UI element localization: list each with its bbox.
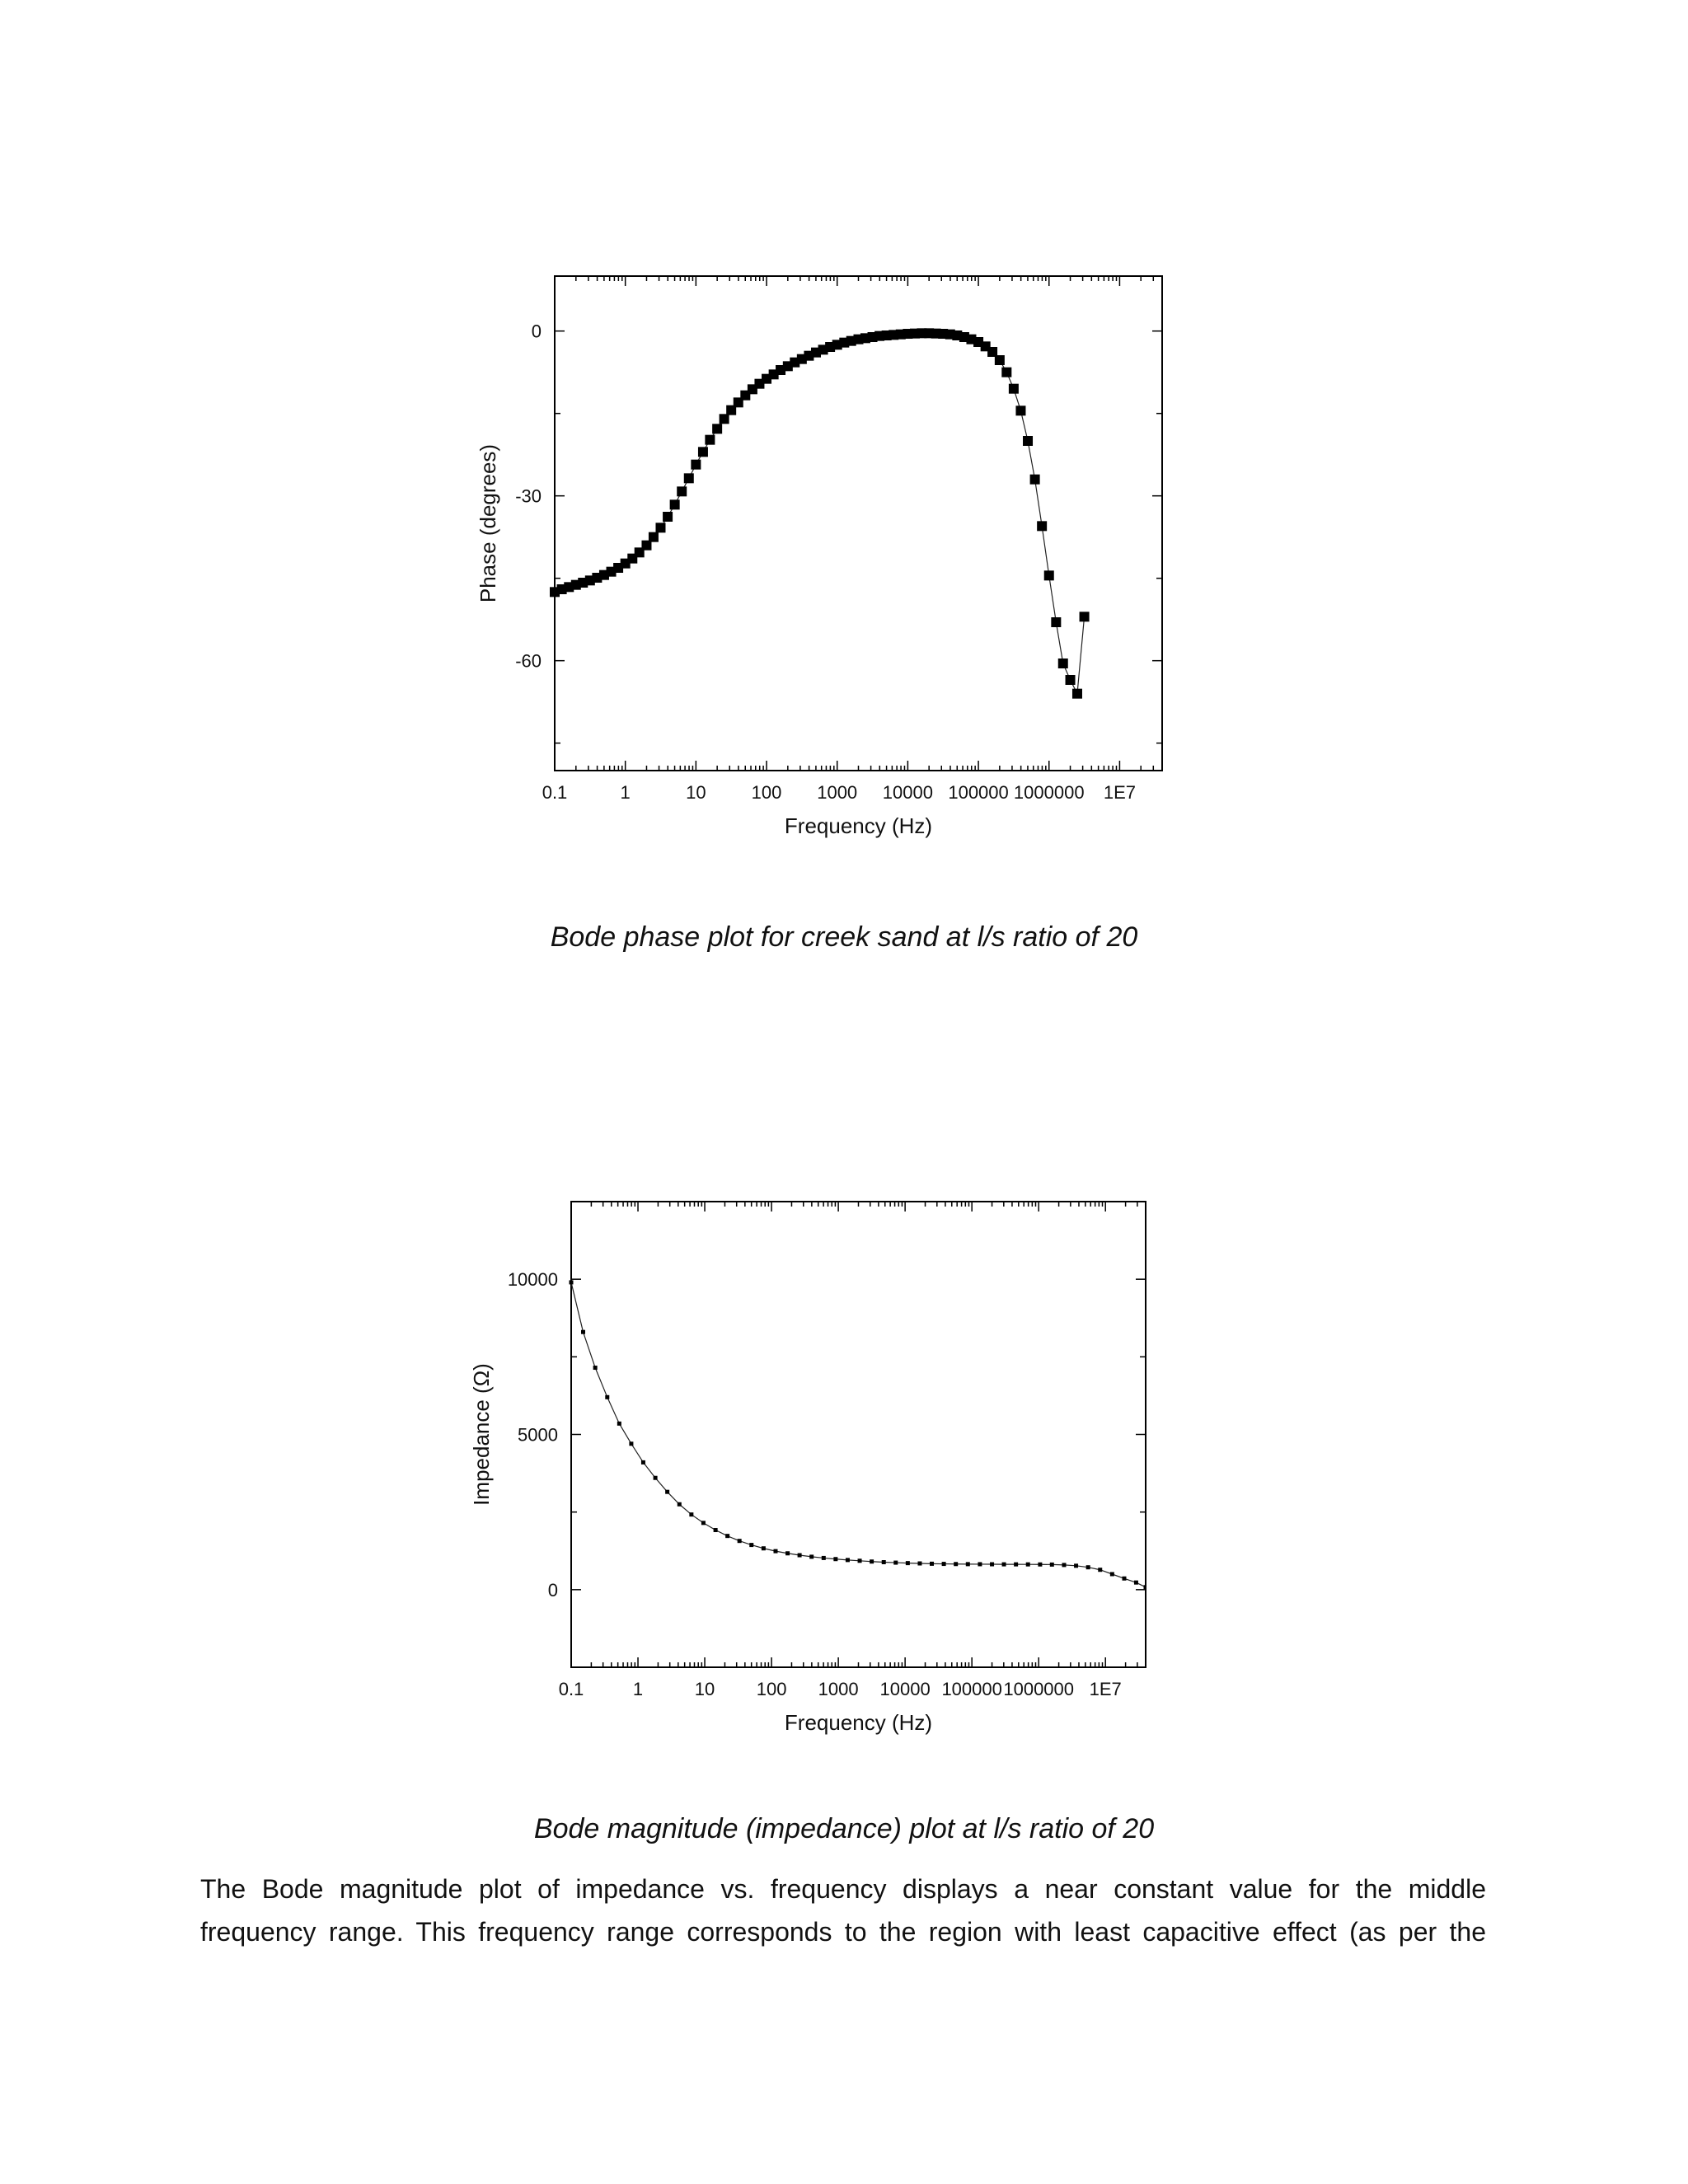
phase-data-point (1030, 475, 1040, 485)
phase-data-point (1128, 247, 1138, 257)
impedance-data-point (762, 1546, 766, 1550)
impedance-data-point (954, 1562, 958, 1566)
phase-data-point (1058, 658, 1068, 668)
impedance-xtick-label: 0.1 (558, 1679, 584, 1699)
impedance-xtick-label: 1 (632, 1679, 644, 1699)
body-line-1: The Bode magnitude plot of impedance vs. frequency displays a near constant value for the middle (200, 1874, 1486, 1904)
impedance-data-point (858, 1558, 862, 1563)
phase-data-point (1136, 247, 1146, 257)
phase-chart-caption: Bode phase plot for creek sand at l/s ratio of 20 (550, 921, 1138, 953)
phase-xtick-label: 10 (686, 782, 706, 803)
impedance-data-point (1062, 1563, 1066, 1567)
impedance-chart (0, 1179, 1688, 1755)
impedance-data-point (1038, 1563, 1042, 1567)
phase-data-point (1051, 617, 1061, 627)
phase-data-point (684, 473, 694, 483)
phase-data-point (712, 424, 722, 434)
impedance-data-point (749, 1543, 753, 1547)
impedance-data-point (1134, 1581, 1138, 1585)
phase-ytick-label: -30 (515, 485, 542, 507)
impedance-data-point (1110, 1572, 1114, 1577)
impedance-data-point (942, 1562, 946, 1566)
impedance-data-point (1144, 1585, 1148, 1589)
impedance-data-point (833, 1557, 837, 1561)
phase-data-point (1001, 368, 1011, 377)
phase-data-point (1066, 675, 1076, 685)
impedance-data-point (882, 1560, 886, 1564)
impedance-data-point (906, 1561, 910, 1565)
impedance-y-axis-title: Impedance (Ω) (469, 1363, 494, 1506)
phase-data-point (1080, 612, 1090, 621)
impedance-data-point (725, 1534, 729, 1538)
phase-data-point (1086, 247, 1096, 257)
phase-data-point (1108, 247, 1118, 257)
impedance-data-point (654, 1476, 658, 1480)
impedance-ytick-label: 0 (547, 1579, 558, 1601)
impedance-xtick-label: 100 (756, 1679, 787, 1699)
impedance-xtick-label: 1000000 (1003, 1679, 1075, 1699)
impedance-plot-area (469, 1202, 1148, 1735)
phase-data-point (995, 355, 1005, 365)
impedance-series-line (571, 1282, 1146, 1587)
phase-data-point (1072, 689, 1082, 699)
impedance-data-point (701, 1521, 706, 1525)
impedance-data-point (605, 1395, 609, 1399)
impedance-chart-caption: Bode magnitude (impedance) plot at l/s ratio of 20 (533, 1813, 1155, 1844)
phase-x-axis-title: Frequency (Hz) (784, 813, 933, 838)
phase-xtick-label: 1000 (817, 782, 858, 803)
phase-ytick-label: 0 (531, 321, 542, 342)
phase-plot-area (476, 247, 1167, 838)
phase-data-point (1009, 384, 1019, 394)
impedance-data-point (990, 1563, 994, 1567)
phase-data-point (663, 512, 673, 522)
phase-y-axis-title: Phase (degrees) (476, 443, 500, 603)
phase-data-point (1100, 247, 1110, 257)
impedance-ytick-label: 10000 (507, 1269, 558, 1291)
phase-data-point (1044, 570, 1054, 580)
phase-ytick-label: -60 (515, 650, 542, 672)
impedance-data-point (773, 1549, 777, 1554)
phase-data-point (1037, 521, 1047, 531)
phase-data-point (720, 414, 729, 424)
phase-data-point (1114, 247, 1124, 257)
impedance-data-point (893, 1561, 898, 1565)
phase-xtick-label: 10000 (882, 782, 933, 803)
impedance-xtick-label: 1E7 (1089, 1679, 1122, 1699)
impedance-data-point (978, 1562, 982, 1566)
impedance-data-point (1014, 1563, 1018, 1567)
phase-xtick-label: 100000 (948, 782, 1009, 803)
impedance-data-point (593, 1366, 598, 1370)
impedance-data-point (930, 1562, 934, 1566)
phase-data-point (698, 447, 708, 457)
impedance-ytick-label: 5000 (518, 1424, 558, 1446)
phase-data-point (1023, 436, 1033, 446)
impedance-data-point (822, 1556, 826, 1560)
impedance-frame (571, 1202, 1146, 1667)
impedance-xtick-label: 100000 (941, 1679, 1002, 1699)
body-line-2: frequency range. This frequency range corresponds to the region with least capacitive effect (as per the (200, 1917, 1486, 1947)
impedance-xtick-label: 10000 (879, 1679, 931, 1699)
impedance-xtick-label: 10 (694, 1679, 715, 1699)
impedance-data-point (629, 1441, 633, 1446)
impedance-data-point (785, 1551, 790, 1555)
phase-series-line (555, 333, 1085, 693)
impedance-data-point (966, 1562, 970, 1566)
impedance-data-point (678, 1502, 682, 1507)
impedance-data-point (665, 1490, 669, 1494)
impedance-data-point (870, 1559, 874, 1563)
phase-xtick-label: 1000000 (1013, 782, 1085, 803)
impedance-data-point (1122, 1577, 1126, 1581)
phase-xtick-label: 1 (620, 782, 631, 803)
impedance-xtick-label: 1000 (818, 1679, 859, 1699)
phase-data-point (677, 486, 687, 496)
impedance-data-point (1002, 1563, 1006, 1567)
impedance-x-axis-title: Frequency (Hz) (784, 1710, 933, 1735)
phase-data-point (1143, 247, 1153, 257)
impedance-data-point (689, 1512, 693, 1516)
phase-data-point (1015, 405, 1025, 415)
impedance-data-point (1026, 1563, 1030, 1567)
impedance-data-point (641, 1460, 645, 1465)
phase-data-point (1157, 247, 1167, 257)
impedance-data-point (738, 1539, 742, 1543)
impedance-data-point (617, 1422, 621, 1426)
impedance-data-point (570, 1280, 574, 1284)
impedance-data-point (1074, 1563, 1078, 1568)
phase-data-point (1122, 247, 1132, 257)
phase-data-point (691, 460, 701, 470)
phase-xtick-label: 100 (751, 782, 782, 803)
phase-data-point (649, 532, 659, 542)
impedance-data-point (809, 1554, 814, 1558)
phase-data-point (655, 523, 665, 532)
impedance-data-point (798, 1554, 802, 1558)
phase-frame (555, 276, 1162, 771)
impedance-data-point (917, 1562, 921, 1566)
impedance-data-point (714, 1528, 718, 1532)
impedance-data-point (1086, 1565, 1090, 1569)
impedance-data-point (1050, 1563, 1054, 1567)
phase-data-point (705, 435, 715, 445)
phase-xtick-label: 1E7 (1103, 782, 1136, 803)
impedance-data-point (846, 1558, 850, 1562)
phase-data-point (1094, 247, 1104, 257)
impedance-data-point (1098, 1568, 1102, 1572)
phase-data-point (670, 499, 680, 509)
phase-chart (0, 247, 1688, 874)
body-paragraph (200, 1868, 1486, 1953)
impedance-data-point (581, 1330, 585, 1334)
phase-data-point (1150, 247, 1160, 257)
phase-xtick-label: 0.1 (542, 782, 568, 803)
